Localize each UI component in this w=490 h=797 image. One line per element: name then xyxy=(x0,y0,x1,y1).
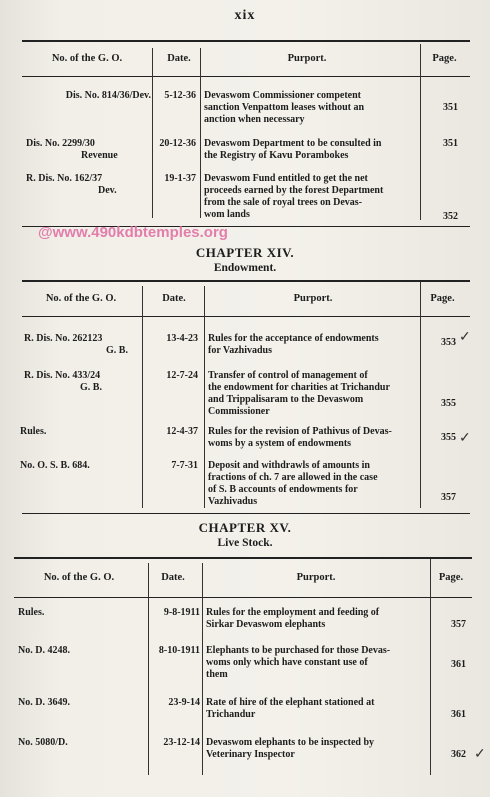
purport-line: fractions of ch. 7 are allowed in the case xyxy=(208,472,378,483)
purport-line: Commissioner xyxy=(208,406,270,417)
watermark: @www.490kdbtemples.org xyxy=(38,224,228,241)
go-date: 23-9-14 xyxy=(168,697,200,708)
header-no: No. of the G. O. xyxy=(45,293,117,304)
go-number: No. D. 3649. xyxy=(18,697,70,708)
go-number: R. Dis. No. 262123 xyxy=(24,333,103,344)
header-purport: Purport. xyxy=(287,53,327,64)
go-date: 8-10-1911 xyxy=(158,645,200,656)
page-ref: 361 xyxy=(451,709,466,720)
go-date: 23-12-14 xyxy=(163,737,200,748)
go-number: Rules. xyxy=(18,607,45,618)
purport-line: Trichandur xyxy=(206,709,256,720)
header-date: Date. xyxy=(162,293,186,304)
page-ref: 361 xyxy=(451,659,466,670)
header-no: No. of the G. O. xyxy=(43,572,115,583)
header-date: Date. xyxy=(161,572,185,583)
table-1-header xyxy=(22,40,470,77)
go-number: Dis. No. 2299/30 xyxy=(26,138,95,149)
page-ref: 353 xyxy=(441,337,456,348)
chapter-14-subtitle: Endowment. xyxy=(213,262,277,274)
checkmark-icon: ✓ xyxy=(459,431,471,446)
purport-line: Veterinary Inspector xyxy=(206,749,295,760)
purport-line: Sirkar Devaswom elephants xyxy=(206,619,326,630)
purport-line: the endowment for charities at Trichandur xyxy=(208,382,390,393)
purport-line: Elephants to be purchased for those Devas- xyxy=(206,645,391,656)
chapter-15-subtitle: Live Stock. xyxy=(217,537,273,549)
header-purport: Purport. xyxy=(296,572,336,583)
purport-line: Rate of hire of the elephant stationed at xyxy=(206,697,375,708)
purport-line: sanction Venpattom leases without an xyxy=(204,102,365,113)
go-dept: Revenue xyxy=(81,150,118,161)
table-3-header xyxy=(14,557,472,598)
purport-line: woms only which have constant use of xyxy=(206,657,368,668)
chapter-15-title: CHAPTER XV. xyxy=(198,520,292,535)
header-page: Page. xyxy=(432,53,457,64)
table-1 xyxy=(22,40,470,224)
go-date: 19-1-37 xyxy=(164,173,196,184)
go-number: Dis. No. 814/36/Dev. xyxy=(65,90,151,101)
table-3 xyxy=(14,557,472,775)
page-ref: 355 xyxy=(441,432,456,443)
purport-line: Rules for the acceptance of endowments xyxy=(208,333,379,344)
go-number: No. O. S. B. 684. xyxy=(20,460,90,471)
purport-line: Deposit and withdrawls of amounts in xyxy=(208,460,370,471)
go-date: 12-4-37 xyxy=(166,426,198,437)
checkmark-icon: ✓ xyxy=(474,747,486,762)
page-ref: 362 xyxy=(451,749,466,760)
page-ref: 357 xyxy=(451,619,466,630)
header-page: Page. xyxy=(438,572,464,583)
purport-line: proceeds earned by the forest Department xyxy=(204,185,384,196)
purport-line: Devaswom Commissioner competent xyxy=(204,90,362,101)
purport-line: wom lands xyxy=(204,209,250,220)
page-ref: 351 xyxy=(443,102,458,113)
purport-line: Transfer of control of management of xyxy=(208,370,368,381)
chapter-14-title: CHAPTER XIV. xyxy=(195,245,295,260)
purport-line: Devaswom Department to be consulted in xyxy=(204,138,382,149)
purport-line: anction when necessary xyxy=(204,114,305,125)
go-date: 5-12-36 xyxy=(164,90,196,101)
purport-line: of S. B accounts of endowments for xyxy=(208,484,358,495)
purport-line: for Vazhivadus xyxy=(208,345,273,356)
go-date: 20-12-36 xyxy=(159,138,196,149)
checkmark-icon: ✓ xyxy=(459,330,471,345)
page-ref: 357 xyxy=(441,492,456,503)
page-ref: 352 xyxy=(443,211,458,222)
purport-line: Vazhivadus xyxy=(208,496,258,507)
header-date: Date. xyxy=(167,53,191,64)
go-number: R. Dis. No. 433/24 xyxy=(24,370,101,381)
purport-line: Rules for the revision of Pathivus of Devas- xyxy=(208,426,392,437)
purport-line: Devaswom elephants to be inspected by xyxy=(206,737,375,748)
go-number: R. Dis. No. 162/37 xyxy=(26,173,103,184)
go-date: 9-8-1911 xyxy=(163,607,200,618)
header-page: Page. xyxy=(430,293,455,304)
page-number: xix xyxy=(234,8,256,23)
purport-line: from the sale of royal trees on Devas- xyxy=(204,197,363,208)
purport-line: Rules for the employment and feeding of xyxy=(206,607,380,618)
go-date: 13-4-23 xyxy=(166,333,198,344)
purport-line: the Registry of Kavu Porambokes xyxy=(204,150,349,161)
purport-line: them xyxy=(206,669,228,680)
page-ref: 355 xyxy=(441,398,456,409)
go-number: Rules. xyxy=(20,426,47,437)
header-purport: Purport. xyxy=(293,293,333,304)
purport-line: Devaswom Fund entitled to get the net xyxy=(204,173,368,184)
go-dept: G. B. xyxy=(106,345,128,356)
go-number: No. D. 4248. xyxy=(18,645,70,656)
go-dept: G. B. xyxy=(80,382,102,393)
go-dept: Dev. xyxy=(98,185,117,196)
go-date: 7-7-31 xyxy=(171,460,198,471)
header-no: No. of the G. O. xyxy=(51,53,123,64)
page-ref: 351 xyxy=(443,138,458,149)
purport-line: and Trippalisaram to the Devaswom xyxy=(208,394,364,405)
go-date: 12-7-24 xyxy=(166,370,198,381)
table-2 xyxy=(22,280,470,512)
go-number: No. 5080/D. xyxy=(18,737,68,748)
table-2-header xyxy=(22,280,470,317)
purport-line: woms by a system of endowments xyxy=(208,438,352,449)
